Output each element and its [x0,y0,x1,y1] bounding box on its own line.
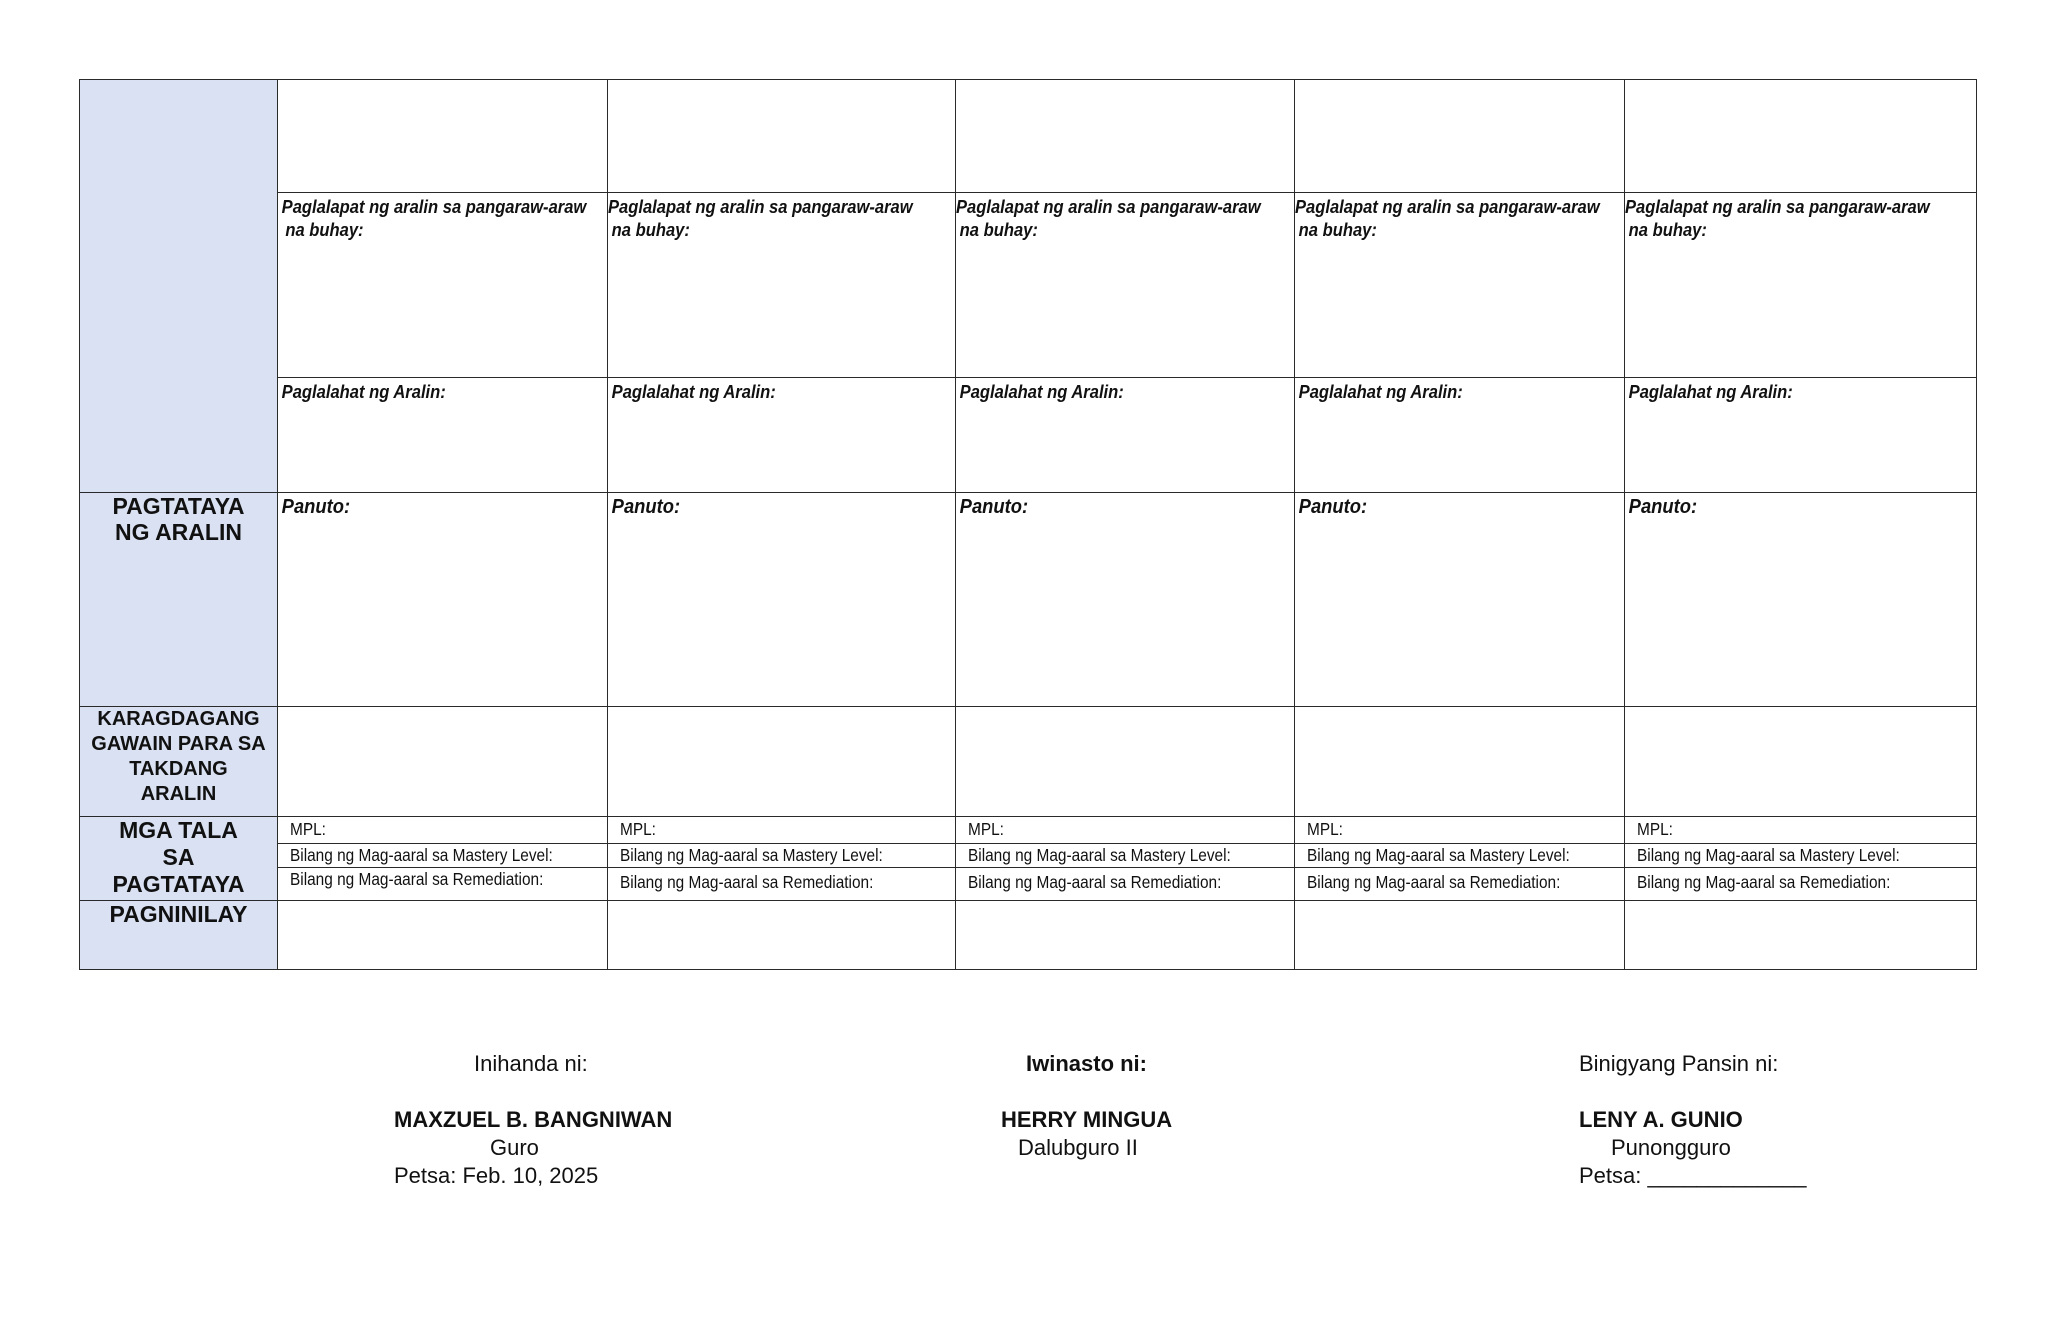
cell[interactable] [608,707,956,817]
mga-tala-line: MGA TALA [119,817,238,843]
panuto-label: Panuto: [1298,496,1368,518]
pagtataya-header-text: PAGTATAYA NG ARALIN [112,493,245,545]
paglalahat-label: Paglalahat ng Aralin: [959,382,1124,402]
pagninilay-header-text: PAGNINILAY [109,901,248,927]
checked-by-block [1001,1050,1172,1162]
paglalapat-row [80,193,1977,378]
checked-by-position: Dalubguro II [1018,1135,1138,1160]
karagdagang-gawain-row [80,707,1977,817]
blank-row [80,80,1977,193]
paglalahat-label: Paglalahat ng Aralin: [1298,382,1463,402]
mpl-label: MPL: [620,819,656,839]
noted-by-name: LENY A. GUNIO [1579,1107,1743,1132]
paglalapat-label-line2: na buhay: [1628,220,1707,240]
mastery-row[interactable] [278,844,607,868]
paglalapat-label-line1: Paglalapat ng aralin sa pangaraw-araw [608,197,913,217]
karagdagang-gawain-header [80,707,278,817]
paglalahat-label: Paglalahat ng Aralin: [1628,382,1793,402]
mastery-label: Bilang ng Mag-aaral sa Mastery Level: [1307,845,1570,865]
mastery-label: Bilang ng Mag-aaral sa Mastery Level: [290,845,553,865]
remediation-label: Bilang ng Mag-aaral sa Remediation: [620,872,874,892]
paglalapat-label-line1: Paglalapat ng aralin sa pangaraw-araw [281,197,587,217]
mpl-label: MPL: [1307,819,1343,839]
cell[interactable] [1625,80,1977,193]
remediation-row[interactable] [956,868,1294,900]
paglalapat-cell[interactable] [608,193,956,378]
mpl-label: MPL: [290,819,326,839]
cell[interactable] [278,901,608,970]
paglalapat-cell[interactable] [1625,193,1977,378]
panuto-cell[interactable] [608,493,956,707]
mpl-row[interactable] [956,817,1294,844]
pagtataya-row [80,493,1977,707]
panuto-label: Panuto: [959,496,1029,518]
prepared-by-name: MAXZUEL B. BANGNIWAN [394,1107,673,1132]
tala-cell[interactable] [1295,817,1625,901]
paglalahat-cell[interactable] [1625,378,1977,493]
noted-by-position: Punongguro [1611,1135,1731,1160]
remediation-label: Bilang ng Mag-aaral sa Remediation: [1307,872,1561,892]
noted-by-label: Binigyang Pansin ni: [1579,1051,1779,1076]
mastery-row[interactable] [608,844,955,868]
noted-by-block [1579,1050,1807,1190]
cell[interactable] [1625,707,1977,817]
cell[interactable] [278,80,608,193]
mastery-label: Bilang ng Mag-aaral sa Mastery Level: [1637,845,1900,865]
noted-by-date: Petsa: _____________ [1579,1163,1807,1188]
paglalahat-cell[interactable] [956,378,1295,493]
mga-tala-line: PAGTATAYA [112,871,245,897]
remediation-row[interactable] [608,868,955,900]
cell[interactable] [956,901,1295,970]
remediation-row[interactable] [278,868,607,900]
mpl-row[interactable] [278,817,607,844]
mpl-row[interactable] [608,817,955,844]
paglalapat-label-line2: na buhay: [611,220,690,240]
cell[interactable] [956,707,1295,817]
panuto-cell[interactable] [278,493,608,707]
paglalapat-cell[interactable] [1295,193,1625,378]
pagtataya-header [80,493,278,707]
remediation-row[interactable] [1625,868,1976,900]
daily-lesson-log-table [79,79,1977,970]
cell[interactable] [608,80,956,193]
prepared-by-position: Guro [490,1135,539,1160]
cell[interactable] [956,80,1295,193]
checked-by-label: Iwinasto ni: [1026,1051,1147,1076]
panuto-cell[interactable] [1625,493,1977,707]
cell[interactable] [1625,901,1977,970]
mastery-label: Bilang ng Mag-aaral sa Mastery Level: [620,845,883,865]
checked-by-name: HERRY MINGUA [1001,1107,1173,1132]
prepared-by-label: Inihanda ni: [474,1051,588,1076]
panuto-label: Panuto: [281,496,351,518]
panuto-label: Panuto: [1628,496,1698,518]
paglalahat-cell[interactable] [608,378,956,493]
paglalahat-cell[interactable] [1295,378,1625,493]
karagdagang-line: ARALIN [140,783,217,805]
mpl-row[interactable] [1625,817,1976,844]
paglalahat-cell[interactable] [278,378,608,493]
tala-cell[interactable] [278,817,608,901]
mastery-row[interactable] [1295,844,1624,868]
panuto-cell[interactable] [956,493,1295,707]
remediation-row[interactable] [1295,868,1624,900]
remediation-label: Bilang ng Mag-aaral sa Remediation: [1637,872,1891,892]
mpl-label: MPL: [968,819,1004,839]
remediation-label: Bilang ng Mag-aaral sa Remediation: [968,872,1222,892]
mga-tala-row [80,817,1977,901]
cell[interactable] [1295,901,1625,970]
tala-cell[interactable] [1625,817,1977,901]
mastery-row[interactable] [956,844,1294,868]
paglalapat-label-line2: na buhay: [959,220,1038,240]
mpl-row[interactable] [1295,817,1624,844]
pagninilay-header [80,901,278,970]
paglalapat-label-line1: Paglalapat ng aralin sa pangaraw-araw [956,197,1261,217]
cell[interactable] [608,901,956,970]
paglalapat-cell[interactable] [278,193,608,378]
remediation-label: Bilang ng Mag-aaral sa Remediation: [290,869,544,889]
mpl-label: MPL: [1637,819,1673,839]
paglalapat-cell[interactable] [956,193,1295,378]
karagdagang-line: KARAGDAGANG [97,708,260,730]
paglalahat-label: Paglalahat ng Aralin: [281,382,446,402]
panuto-label: Panuto: [611,496,681,518]
mga-tala-line: SA [162,844,195,870]
mastery-row[interactable] [1625,844,1976,868]
cell[interactable] [1295,80,1625,193]
cell[interactable] [278,707,608,817]
karagdagang-line: TAKDANG [129,758,228,780]
prepared-by-date: Petsa: Feb. 10, 2025 [394,1163,599,1188]
prepared-by-block [394,1050,672,1190]
tala-cell[interactable] [608,817,956,901]
cell[interactable] [1295,707,1625,817]
paglalapat-label-line2: na buhay: [1298,220,1377,240]
paglalahat-label: Paglalahat ng Aralin: [611,382,776,402]
mga-tala-header [80,817,278,901]
karagdagang-line: GAWAIN PARA SA [91,733,266,755]
paglalapat-label-line1: Paglalapat ng aralin sa pangaraw-araw [1625,197,1930,217]
panuto-cell[interactable] [1295,493,1625,707]
paglalahat-row [80,378,1977,493]
pagninilay-row [80,901,1977,970]
paglalapat-label-line1: Paglalapat ng aralin sa pangaraw-araw [1295,197,1600,217]
continued-section-header [80,80,278,493]
paglalapat-label-line2: na buhay: [285,220,364,240]
tala-cell[interactable] [956,817,1295,901]
mastery-label: Bilang ng Mag-aaral sa Mastery Level: [968,845,1231,865]
